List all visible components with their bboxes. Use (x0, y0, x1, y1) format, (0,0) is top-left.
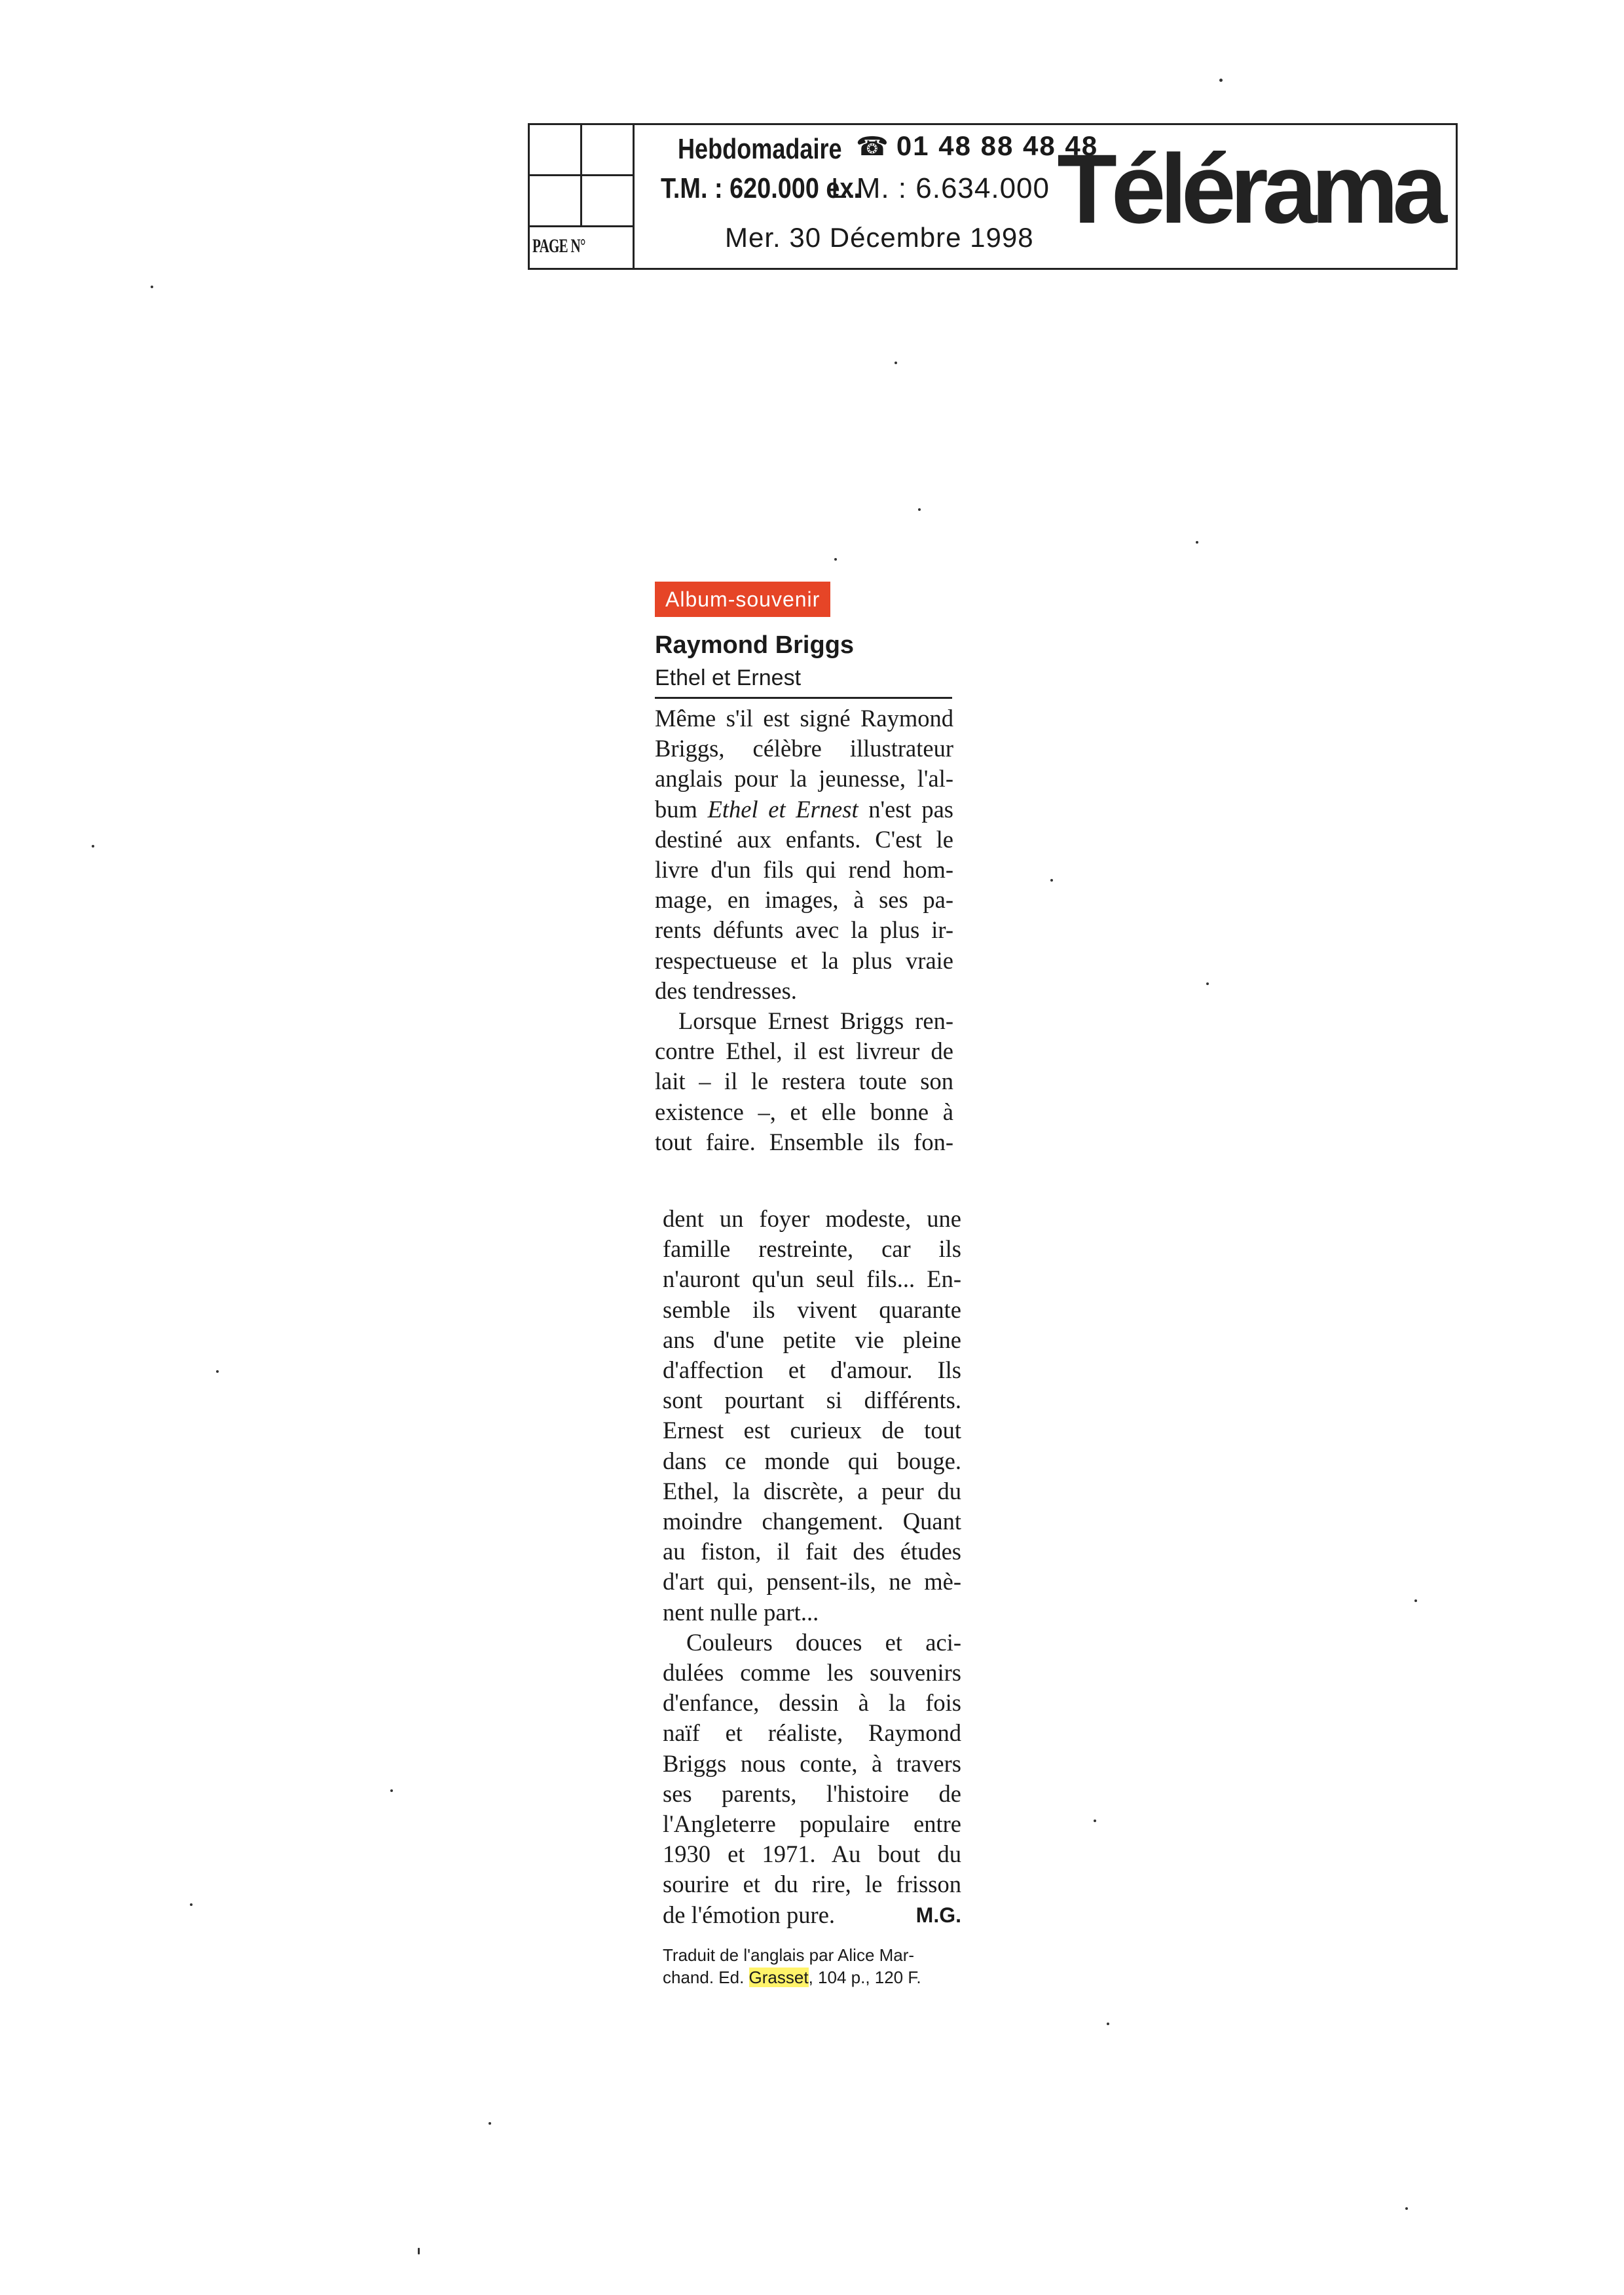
scan-speck (216, 1370, 219, 1373)
text-line: dans ce monde qui bouge. (663, 1447, 961, 1474)
text-line: d'affection et d'amour. Ils (663, 1356, 961, 1384)
text-line: sourire et du rire, le frisson (663, 1871, 961, 1898)
clipping-header (528, 123, 1458, 270)
text-line: semble ils vivent quarante (663, 1296, 961, 1323)
scan-speck (92, 845, 94, 848)
text-line: anglais pour la jeunesse, l'al- (655, 765, 953, 793)
scan-speck (390, 1789, 393, 1792)
text-line: dulées comme les souvenirs (663, 1659, 961, 1687)
text-line: tout faire. Ensemble ils fon- (655, 1128, 953, 1155)
text-line: contre Ethel, il est livreur de (655, 1037, 953, 1065)
text-line: moindre changement. Quant (663, 1508, 961, 1535)
text-line: d'enfance, dessin à la fois (663, 1689, 961, 1717)
page-number-grid (530, 125, 635, 268)
readership: L.M. : 6.634.000 (831, 172, 1050, 204)
scan-speck (1414, 1599, 1417, 1602)
text-line (663, 1900, 961, 1930)
print-run: T.M. : 620.000 ex. (661, 172, 861, 204)
text-line: Ernest est curieux de tout (663, 1417, 961, 1444)
text-fragment: de l'émotion pure. (663, 1901, 836, 1928)
scan-speck (895, 362, 897, 364)
scan-speck (418, 2248, 420, 2254)
text-line: ans d'une petite vie pleine (663, 1326, 961, 1353)
article-column-1 (655, 703, 953, 1157)
text-line: livre d'un fils qui rend hom- (655, 856, 953, 884)
publication-logo: Télérama (1057, 134, 1441, 244)
text-line: ses parents, l'histoire de (663, 1780, 961, 1807)
phone-value: 01 48 88 48 48 (896, 130, 1099, 161)
scan-speck (151, 286, 153, 288)
text-line: des tendresses. (655, 977, 797, 1004)
telephone-icon: ☎ (856, 132, 890, 161)
book-title: Ethel et Ernest (655, 665, 802, 690)
scan-speck (190, 1903, 193, 1906)
periodicity: Hebdomadaire (678, 133, 842, 165)
text-line: destiné aux enfants. C'est le (655, 825, 953, 853)
text-line: rents défunts avec la plus ir- (655, 916, 953, 944)
scan-speck (489, 2122, 491, 2125)
text-line: Ethel, la discrète, a peur du (663, 1477, 961, 1504)
publisher-highlight: Grasset (748, 1968, 809, 1987)
text-line: lait – il le restera toute son (655, 1068, 953, 1095)
text-line: 1930 et 1971. Au bout du (663, 1840, 961, 1868)
text-line: d'art qui, pensent-ils, ne mè- (663, 1568, 961, 1595)
scan-speck (1219, 79, 1223, 82)
text-line: respectueuse et la plus vraie (655, 946, 953, 974)
article-column-2 (663, 1204, 961, 1930)
text-fragment: chand. Ed. (663, 1968, 749, 1987)
text-fragment: , 104 p., 120 F. (808, 1968, 921, 1987)
text-fragment: n'est pas (858, 795, 953, 823)
text-line: mage, en images, à ses pa- (655, 886, 953, 914)
book-title-italic: Ethel et Ernest (707, 795, 858, 823)
grid-cell (582, 125, 633, 176)
book-author: Raymond Briggs (655, 631, 855, 659)
author-signature: M.G. (915, 1903, 961, 1927)
scan-speck (1405, 2207, 1408, 2210)
grid-cell (530, 125, 582, 176)
text-line: existence –, et elle bonne à (655, 1098, 953, 1125)
credit-line (663, 1966, 964, 1988)
section-badge: Album-souvenir (655, 582, 830, 617)
grid-cell (530, 176, 582, 227)
text-line: n'auront qu'un seul fils... En- (663, 1265, 961, 1293)
text-line: nent nulle part... (663, 1598, 819, 1626)
publication-date: Mer. 30 Décembre 1998 (725, 222, 1034, 253)
book-credits (663, 1944, 964, 1988)
text-line: Briggs, célèbre illustrateur (655, 735, 953, 762)
grid-cell (582, 176, 633, 227)
scan-speck (1196, 541, 1198, 544)
text-line: l'Angleterre populaire entre (663, 1810, 961, 1838)
text-line: sont pourtant si différents. (663, 1387, 961, 1414)
text-line: Couleurs douces et aci- (686, 1628, 961, 1656)
text-fragment: bum (655, 795, 708, 823)
scan-speck (834, 558, 837, 561)
text-line: Briggs nous conte, à travers (663, 1749, 961, 1777)
text-line: famille restreinte, car ils (663, 1235, 961, 1263)
text-line: au fiston, il fait des études (663, 1538, 961, 1565)
text-line: naïf et réaliste, Raymond (663, 1719, 961, 1747)
text-line (655, 794, 953, 825)
scan-speck (1094, 1819, 1096, 1822)
scan-speck (918, 508, 921, 511)
divider (655, 697, 952, 699)
text-line: dent un foyer modeste, une (663, 1205, 961, 1232)
scan-speck (1050, 879, 1053, 882)
page-number-label: PAGE N° (532, 235, 585, 257)
scan-speck (1107, 2023, 1109, 2025)
text-line: Lorsque Ernest Briggs ren- (678, 1007, 953, 1035)
credit-line: Traduit de l'anglais par Alice Mar- (663, 1945, 915, 1965)
text-line: Même s'il est signé Raymond (655, 705, 953, 732)
scan-speck (1206, 982, 1209, 985)
